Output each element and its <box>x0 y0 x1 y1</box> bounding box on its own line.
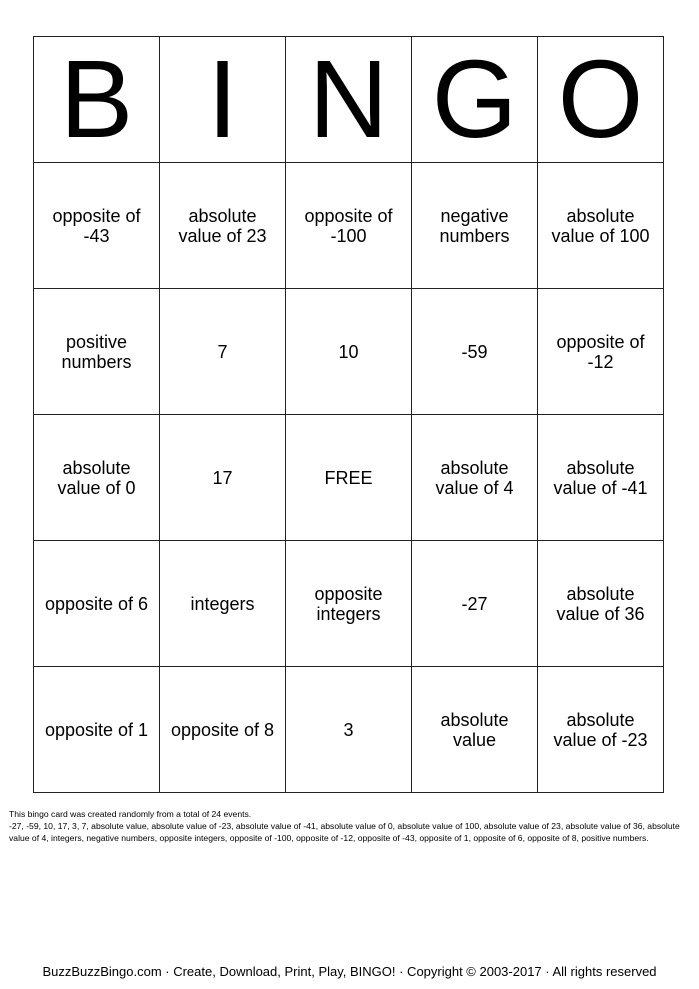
bingo-cell: 7 <box>160 289 286 415</box>
bingo-cell: absolute value of 36 <box>538 541 664 667</box>
bingo-cell: absolute value of 100 <box>538 163 664 289</box>
card-row <box>34 541 664 667</box>
bingo-cell: absolute value <box>412 667 538 793</box>
bingo-cell: absolute value of -41 <box>538 415 664 541</box>
bingo-cell: -59 <box>412 289 538 415</box>
site-footer: BuzzBuzzBingo.com · Create, Download, Print, Play, BINGO! · Copyright © 2003-2017 · All rights reserved <box>42 964 657 979</box>
bingo-cell: integers <box>160 541 286 667</box>
bingo-cell: absolute value of -23 <box>538 667 664 793</box>
header-letter-n: N <box>286 37 412 163</box>
bingo-cell: negative numbers <box>412 163 538 289</box>
bingo-cell: absolute value of 4 <box>412 415 538 541</box>
card-row <box>34 163 664 289</box>
bingo-cell: opposite of 1 <box>34 667 160 793</box>
bingo-cell: opposite of 6 <box>34 541 160 667</box>
bingo-cell: opposite integers <box>286 541 412 667</box>
header-letter-g: G <box>412 37 538 163</box>
header-letter-o: O <box>538 37 664 163</box>
bingo-cell: 3 <box>286 667 412 793</box>
bingo-cell: positive numbers <box>34 289 160 415</box>
card-row <box>34 415 664 541</box>
header-letter-b: B <box>34 37 160 163</box>
header-row <box>34 37 664 163</box>
bingo-cell: absolute value of 23 <box>160 163 286 289</box>
bingo-card <box>33 36 664 793</box>
bingo-cell: opposite of -12 <box>538 289 664 415</box>
free-space-cell: FREE <box>286 415 412 541</box>
events-note <box>9 808 691 844</box>
card-row <box>34 667 664 793</box>
bingo-cell: opposite of -43 <box>34 163 160 289</box>
bingo-cell: opposite of -100 <box>286 163 412 289</box>
bingo-cell: -27 <box>412 541 538 667</box>
header-letter-i: I <box>160 37 286 163</box>
events-summary: This bingo card was created randomly from a total of 24 events. <box>9 809 252 819</box>
card-row <box>34 289 664 415</box>
bingo-cell: absolute value of 0 <box>34 415 160 541</box>
bingo-cell: 17 <box>160 415 286 541</box>
bingo-cell: 10 <box>286 289 412 415</box>
bingo-cell: opposite of 8 <box>160 667 286 793</box>
events-list: -27, -59, 10, 17, 3, 7, absolute value, absolute value of -23, absolute value of -41, absolute value of 0, absolute value of 100, absolute value of 23, absolute value of 36, absolute value of 4, integers, negative numbers, opposite integers, opposite of -100, opposite of -12, opposite of -43, opposite of 1, opposite of 6, opposite of 8, positive numbers. <box>9 821 680 843</box>
